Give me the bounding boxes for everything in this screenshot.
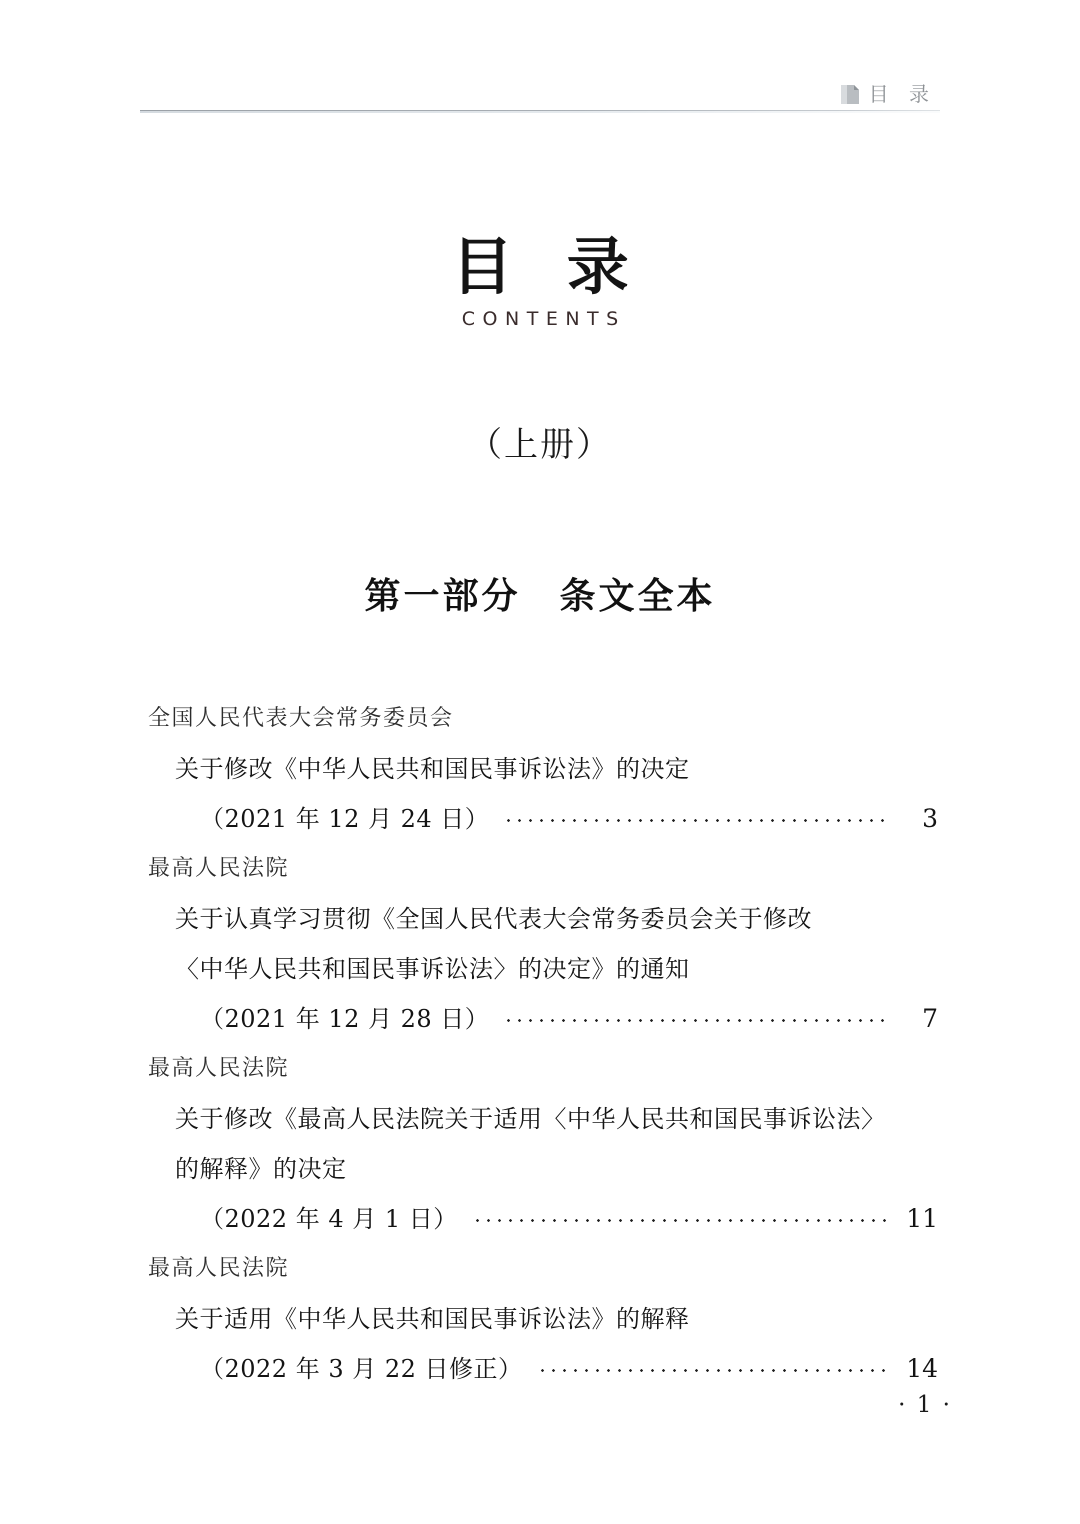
page-title-en: CONTENTS: [461, 308, 626, 330]
toc-entry-title-line: 关于认真学习贯彻《全国人民代表大会常务委员会关于修改: [175, 905, 812, 933]
toc-entry-dateline: [200, 794, 938, 844]
page-title-cn: 目 录: [451, 230, 645, 303]
toc-entry-issuer: 最高人民法院: [148, 856, 290, 881]
toc-dot-leader: [503, 811, 890, 827]
toc-entry-page-number: 3: [922, 804, 938, 833]
toc-dot-leader: [503, 1011, 890, 1027]
toc-entry-page-number: 11: [906, 1204, 938, 1233]
toc-entry-dateline: [200, 994, 938, 1044]
page-title: [0, 230, 1080, 330]
toc-entry[interactable]: [148, 1044, 938, 1244]
toc-entry-issuer: 全国人民代表大会常务委员会: [148, 706, 454, 731]
toc-entry[interactable]: [148, 1244, 938, 1394]
toc-dot-leader: [537, 1361, 890, 1377]
toc-entry-dateline: [200, 1344, 938, 1394]
running-header: [140, 78, 940, 118]
volume-label: （上册）: [468, 425, 612, 465]
toc-entry-date: （2022 年 4 月 1 日）: [200, 1205, 458, 1233]
toc-entry-dateline: [200, 1194, 938, 1244]
toc-entry-date: （2021 年 12 月 24 日）: [200, 805, 490, 833]
toc-entry-title-line: 关于修改《中华人民共和国民事诉讼法》的决定: [175, 755, 690, 783]
toc-entry-issuer: 最高人民法院: [148, 1056, 290, 1081]
toc-entry-page-number: 7: [922, 1004, 938, 1033]
toc-entry[interactable]: [148, 694, 938, 844]
toc-entry-title-line: 〈中华人民共和国民事诉讼法〉的决定》的通知: [175, 955, 690, 983]
toc-entry-date: （2021 年 12 月 28 日）: [200, 1005, 490, 1033]
header-divider-shadow: [140, 111, 940, 113]
part-heading: 第一部分 条文全本: [364, 575, 716, 617]
toc-entry-title-line: 关于适用《中华人民共和国民事诉讼法》的解释: [175, 1305, 690, 1333]
toc-dot-leader: [472, 1211, 890, 1227]
toc-entry-title-line: 的解释》的决定: [175, 1155, 347, 1183]
book-page-icon: [841, 84, 860, 105]
toc-entry-date: （2022 年 3 月 22 日修正）: [200, 1355, 523, 1383]
table-of-contents: [148, 694, 938, 1394]
running-header-label: 目 录: [868, 82, 936, 106]
toc-entry-issuer: 最高人民法院: [148, 1256, 290, 1281]
page-number-footer: · 1 ·: [898, 1392, 952, 1418]
toc-entry[interactable]: [148, 844, 938, 1044]
toc-entry-title-line: 关于修改《最高人民法院关于适用〈中华人民共和国民事诉讼法〉: [175, 1105, 886, 1133]
toc-entry-page-number: 14: [906, 1354, 938, 1383]
